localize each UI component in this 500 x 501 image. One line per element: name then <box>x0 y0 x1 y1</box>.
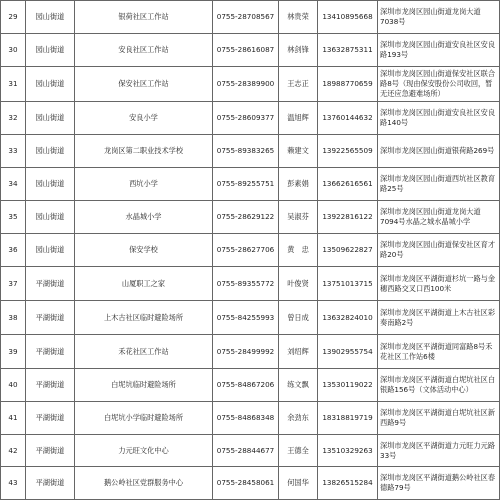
phone-cell: 0755-89255751 <box>213 168 279 201</box>
mobile-cell: 18318819719 <box>318 402 378 435</box>
street-cell: 平湖街道 <box>26 301 75 335</box>
shelter-name-cell: 水晶城小学 <box>75 201 213 234</box>
address-cell: 深圳市龙岗区园山街道龙岗大道7038号 <box>378 1 500 34</box>
contact-cell: 王志正 <box>279 67 318 102</box>
contact-cell: 黄 忠 <box>279 234 318 267</box>
row-number: 31 <box>1 67 26 102</box>
shelter-name-cell: 禾花社区工作站 <box>75 335 213 369</box>
table-row <box>1 467 500 500</box>
street-cell: 园山街道 <box>26 1 75 34</box>
address-cell: 深圳市龙岗区平湖街道白坭坑社区新西路9号 <box>378 402 500 435</box>
shelter-name-cell: 龙岗区第二职业技术学校 <box>75 135 213 168</box>
table-row <box>1 301 500 335</box>
row-number: 41 <box>1 402 26 435</box>
mobile-cell: 13530119022 <box>318 369 378 402</box>
contact-cell: 余劲东 <box>279 402 318 435</box>
row-number: 39 <box>1 335 26 369</box>
table-row <box>1 102 500 135</box>
mobile-cell: 13751013715 <box>318 267 378 301</box>
phone-cell: 0755-28629122 <box>213 201 279 234</box>
table-row <box>1 335 500 369</box>
table-row <box>1 267 500 301</box>
shelter-name-cell: 安良社区工作站 <box>75 34 213 67</box>
address-cell: 深圳市龙岗区园山街道保安社区联合路8号（现由保安股份公司收回，暂无还应急避难场所） <box>378 67 500 102</box>
phone-cell: 0755-28616087 <box>213 34 279 67</box>
phone-cell: 0755-28458061 <box>213 467 279 500</box>
street-cell: 平湖街道 <box>26 369 75 402</box>
address-cell: 深圳市龙岗区平湖街道上木古社区彩奏南路2号 <box>378 301 500 335</box>
row-number: 32 <box>1 102 26 135</box>
shelter-name-cell: 白坭坑小学临时避险场所 <box>75 402 213 435</box>
row-number: 33 <box>1 135 26 168</box>
street-cell: 园山街道 <box>26 34 75 67</box>
row-number: 43 <box>1 467 26 500</box>
address-cell: 深圳市龙岗区园山街道银荷路269号 <box>378 135 500 168</box>
phone-cell: 0755-28627706 <box>213 234 279 267</box>
row-number: 36 <box>1 234 26 267</box>
row-number: 29 <box>1 1 26 34</box>
contact-cell: 林剑锋 <box>279 34 318 67</box>
contact-cell: 何国华 <box>279 467 318 500</box>
shelter-name-cell: 山厦职工之家 <box>75 267 213 301</box>
mobile-cell: 13509622827 <box>318 234 378 267</box>
mobile-cell: 13632875311 <box>318 34 378 67</box>
table-row <box>1 435 500 467</box>
shelter-name-cell: 安良小学 <box>75 102 213 135</box>
mobile-cell: 13662616561 <box>318 168 378 201</box>
mobile-cell: 13922565509 <box>318 135 378 168</box>
address-cell: 深圳市龙岗区平湖街道白坭坑社区白银路156号（文体活动中心） <box>378 369 500 402</box>
contact-cell: 练文飘 <box>279 369 318 402</box>
phone-cell: 0755-28844677 <box>213 435 279 467</box>
contact-cell: 曾日成 <box>279 301 318 335</box>
phone-cell: 0755-28708567 <box>213 1 279 34</box>
table-row <box>1 1 500 34</box>
address-cell: 深圳市龙岗区园山街道龙岗大道7094号水晶之城水晶城小学 <box>378 201 500 234</box>
phone-cell: 0755-84868348 <box>213 402 279 435</box>
street-cell: 园山街道 <box>26 234 75 267</box>
contact-cell: 王德全 <box>279 435 318 467</box>
phone-cell: 0755-28609377 <box>213 102 279 135</box>
shelter-name-cell: 白坭坑临时避险场所 <box>75 369 213 402</box>
shelter-name-cell: 上木古社区临时避险场所 <box>75 301 213 335</box>
contact-cell: 叶俊贤 <box>279 267 318 301</box>
contact-cell: 赖建文 <box>279 135 318 168</box>
row-number: 35 <box>1 201 26 234</box>
shelter-name-cell: 西坑小学 <box>75 168 213 201</box>
phone-cell: 0755-89355772 <box>213 267 279 301</box>
table-row <box>1 34 500 67</box>
mobile-cell: 13826515284 <box>318 467 378 500</box>
mobile-cell: 13632824010 <box>318 301 378 335</box>
table-row <box>1 135 500 168</box>
shelter-name-cell: 银荷社区工作站 <box>75 1 213 34</box>
phone-cell: 0755-84255993 <box>213 301 279 335</box>
row-number: 40 <box>1 369 26 402</box>
table-row <box>1 168 500 201</box>
contact-cell: 彭素娟 <box>279 168 318 201</box>
contact-cell: 温旭辉 <box>279 102 318 135</box>
table-row <box>1 402 500 435</box>
address-cell: 深圳市龙岗区平湖街道力元旺力元路33号 <box>378 435 500 467</box>
address-cell: 深圳市龙岗区园山街道保安社区育才路20号 <box>378 234 500 267</box>
street-cell: 园山街道 <box>26 135 75 168</box>
street-cell: 园山街道 <box>26 201 75 234</box>
address-cell: 深圳市龙岗区园山街道安良社区安良路193号 <box>378 34 500 67</box>
row-number: 34 <box>1 168 26 201</box>
row-number: 38 <box>1 301 26 335</box>
street-cell: 平湖街道 <box>26 402 75 435</box>
street-cell: 平湖街道 <box>26 335 75 369</box>
address-cell: 深圳市龙岗区园山街道西坑社区教育路25号 <box>378 168 500 201</box>
mobile-cell: 13922816122 <box>318 201 378 234</box>
mobile-cell: 13902955754 <box>318 335 378 369</box>
phone-cell: 0755-89383265 <box>213 135 279 168</box>
contact-cell: 林贵荣 <box>279 1 318 34</box>
street-cell: 平湖街道 <box>26 435 75 467</box>
contact-cell: 刘绍辉 <box>279 335 318 369</box>
address-cell: 深圳市龙岗区平湖街道鹅公岭社区春德路79号 <box>378 467 500 500</box>
phone-cell: 0755-28499992 <box>213 335 279 369</box>
street-cell: 平湖街道 <box>26 467 75 500</box>
contact-cell: 吴淑芬 <box>279 201 318 234</box>
street-cell: 平湖街道 <box>26 267 75 301</box>
mobile-cell: 18988770659 <box>318 67 378 102</box>
street-cell: 园山街道 <box>26 102 75 135</box>
address-cell: 深圳市龙岗区园山街道安良社区安良路140号 <box>378 102 500 135</box>
phone-cell: 0755-84867206 <box>213 369 279 402</box>
mobile-cell: 13410895668 <box>318 1 378 34</box>
table-row <box>1 67 500 102</box>
shelter-name-cell: 力元旺文化中心 <box>75 435 213 467</box>
phone-cell: 0755-28389900 <box>213 67 279 102</box>
shelter-name-cell: 保安学校 <box>75 234 213 267</box>
mobile-cell: 13510329263 <box>318 435 378 467</box>
address-cell: 深圳市龙岗区平湖街道杉坑一路与金穗西路交叉口西100米 <box>378 267 500 301</box>
table-row <box>1 234 500 267</box>
shelter-name-cell: 鹅公岭社区党群服务中心 <box>75 467 213 500</box>
street-cell: 园山街道 <box>26 67 75 102</box>
table-row <box>1 369 500 402</box>
address-cell: 深圳市龙岗区平湖街道同富路8号禾花社区工作站6楼 <box>378 335 500 369</box>
row-number: 37 <box>1 267 26 301</box>
table-row <box>1 201 500 234</box>
shelter-name-cell: 保安社区工作站 <box>75 67 213 102</box>
row-number: 30 <box>1 34 26 67</box>
mobile-cell: 13760144632 <box>318 102 378 135</box>
row-number: 42 <box>1 435 26 467</box>
street-cell: 园山街道 <box>26 168 75 201</box>
